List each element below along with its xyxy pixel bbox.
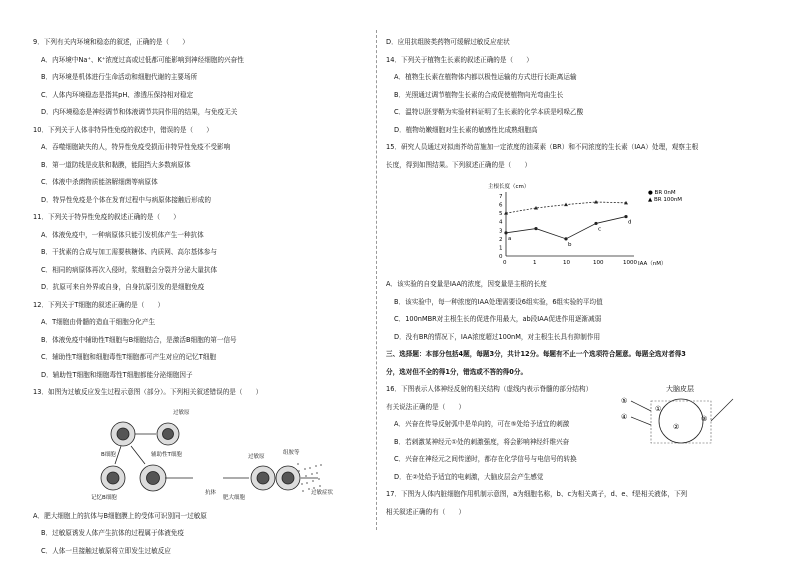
q12-line-3: C．辅助性T细胞和细胞毒性T细胞都可产生对应的记忆T细胞 xyxy=(41,353,216,361)
q15b-line-2: C．100nMBR对主根生长的促进作用最大，ab段IAA促进作用逐渐减弱 xyxy=(394,315,602,323)
point-label-a: a xyxy=(508,235,512,242)
q11-line-3: C．相同的病原体再次入侵时，浆细胞会分裂并分泌大量抗体 xyxy=(41,265,218,274)
q10-line-4: D．特异性免疫是个体在发育过程中与病原体接触后形成的 xyxy=(41,195,211,204)
q10-line-1: A．吞噬细胞缺失的人，特异性免疫受损而非特异性免疫不受影响 xyxy=(41,143,231,151)
q16-line-2: A．兴奋在传导反射弧中是单向的，可在⑤处给予适宜的刺激 xyxy=(394,420,570,428)
q11-line-1: A．体液免疫中，一种病原体只能引发机体产生一种抗体 xyxy=(41,230,204,239)
point-0-4 xyxy=(624,215,627,218)
y-tick-1: 6 xyxy=(499,202,503,209)
q10-line-2: B．第一道防线是皮肤和黏膜，能阻挡大多数病原体 xyxy=(41,160,191,169)
right-column xyxy=(386,38,762,525)
q14-line-4: D．植物幼嫩细胞对生长素的敏感性比成熟细胞高 xyxy=(394,125,538,134)
y-tick-0: 7 xyxy=(499,194,503,200)
x-tick-3: 100 xyxy=(593,260,604,266)
x-tick-0: 0 xyxy=(503,260,507,266)
x-tick-4: 1000 xyxy=(623,260,637,266)
nucleus-0 xyxy=(117,428,129,440)
q15b-line-0: A．该实验的自变量是IAA的浓度，因变量是主根的长度 xyxy=(386,280,547,288)
q9-line-2: B．内环境是机体进行生命活动和细胞代谢的主要场所 xyxy=(41,73,198,81)
q10-line-0: 10．下列关于人体非特异性免疫的叙述中，错误的是（ ） xyxy=(33,125,213,134)
y-tick-3: 4 xyxy=(499,219,503,226)
nerve-0 xyxy=(631,401,651,411)
q12-line-0: 12．下列关于T细胞的叙述正确的是（ ） xyxy=(33,300,165,309)
y-tick-7: 0 xyxy=(499,254,503,260)
symptom-label: 过敏症状 xyxy=(311,489,333,496)
y-tick-6: 1 xyxy=(499,245,503,252)
allergy-diagram xyxy=(33,406,333,502)
q13b-line-2: C．人体一旦接触过敏原将立即发生过敏反应 xyxy=(41,546,171,555)
marker-0: ⑤ xyxy=(621,397,628,405)
y-tick-2: 5 xyxy=(499,211,503,218)
point-0-3 xyxy=(594,222,597,225)
q14-line-3: C．温特以胚芽鞘为实验材料证明了生长素的化学本质是吲哚乙酸 xyxy=(394,108,584,116)
q12-line-2: B．体液免疫中辅助性T细胞与B细胞结合，是激活B细胞的第一信号 xyxy=(41,335,237,344)
point-label-d: d xyxy=(628,219,632,226)
figure-allergy xyxy=(33,406,368,506)
point-label-c: c xyxy=(598,226,602,233)
allergen-label: 过敏原 xyxy=(173,409,190,416)
cortex-label: 大脑皮层 xyxy=(666,385,694,393)
nerve-1 xyxy=(631,417,651,425)
nucleus-2 xyxy=(107,472,119,484)
arrow-2 xyxy=(131,446,145,464)
q14-line-2: B．光照通过调节植物生长素的合成促使植物向光弯曲生长 xyxy=(394,90,564,99)
column-divider xyxy=(376,30,377,530)
legend-1: ▲ BR 100nM xyxy=(648,197,683,203)
q16-line-1: 有关说法正确的是（ ） xyxy=(386,402,466,411)
sec3-line-0: 三、选择题：本部分包括4题，每题3分，共计12分。每题有不止一个选项符合题意。每题全选对者得3 xyxy=(386,350,686,358)
q11-line-4: D．抗原可来自外界或自身，自身抗原引发的是细胞免疫 xyxy=(41,283,205,291)
nucleus-5 xyxy=(282,472,294,484)
y-tick-5: 2 xyxy=(499,236,503,243)
marker-1: ④ xyxy=(621,413,628,421)
q14-line-0: 14．下列关于植物生长素的叙述正确的是（ ） xyxy=(386,55,533,64)
q16-line-3: B．若刺激某神经元①处的刺激强度，将会影响神经纤维兴奋 xyxy=(394,437,570,446)
x-tick-1: 1 xyxy=(533,260,537,266)
bcell-label: B细胞 xyxy=(101,451,116,458)
series-line-0 xyxy=(506,217,626,239)
arrow-1 xyxy=(115,446,121,464)
nerve-2 xyxy=(711,399,733,421)
nucleus-1 xyxy=(163,428,174,439)
q11-line-2: B．干扰素的合成与加工需要核糖体、内质网、高尔基体参与 xyxy=(41,248,217,256)
q16-line-5: D．在②处给予适宜的电刺激，大脑皮层会产生感觉 xyxy=(394,472,544,481)
marker-2: ① xyxy=(655,405,662,413)
q16-line-0: 16．下图表示人体神经反射的相关结构（虚线内表示脊髓的部分结构） xyxy=(386,385,593,393)
point-0-2 xyxy=(564,237,567,240)
point-1-2 xyxy=(564,203,568,207)
q11-line-0: 11．下列关于特异性免疫的叙述正确的是（ ） xyxy=(33,213,180,221)
q15b-line-3: D．没有BR的情况下，IAA浓度超过100nM，对主根生长具有抑制作用 xyxy=(394,332,601,341)
marker-3: ② xyxy=(673,423,680,431)
q13-line-0: 13．如图为过敏反应发生过程示意图（部分）。下列相关叙述错误的是（ ） xyxy=(33,388,263,396)
q9-line-3: C．人体内环境稳态是指其pH、渗透压保持相对稳定 xyxy=(41,90,194,99)
histamine-label: 组胺等 xyxy=(283,449,300,456)
q13d-line-0: D．应用抗组胺类药物可缓解过敏反应症状 xyxy=(386,38,510,46)
q9-line-4: D．内环境稳态是神经调节和体液调节共同作用的结果，与免疫无关 xyxy=(41,108,238,116)
figure-iaa-chart xyxy=(386,178,762,274)
allergen2-label: 过敏原 xyxy=(248,453,265,460)
q15-line-1: 长度，得到如图结果。下列叙述正确的是（ ） xyxy=(386,160,532,169)
point-0-0 xyxy=(504,231,507,234)
memory-label: 记忆B细胞 xyxy=(91,494,117,501)
point-0-1 xyxy=(534,227,537,230)
sec3-line-1: 分，选对但不全的得1分，错选或不答的得0分。 xyxy=(386,367,528,376)
histamine-dots xyxy=(297,463,322,492)
q12-line-1: A．T细胞由骨髓的造血干细胞分化产生 xyxy=(41,318,156,326)
marker-4: ③ xyxy=(701,415,708,423)
nucleus-4 xyxy=(257,472,269,484)
antibody-label: 抗体 xyxy=(205,489,217,496)
q16-line-4: C．兴奋在神经元之间传递时，都存在化学信号与电信号的转换 xyxy=(394,455,577,463)
x-axis-label: IAA（nM） xyxy=(638,261,667,267)
y-tick-4: 3 xyxy=(499,228,503,235)
reflex-diagram xyxy=(611,381,751,451)
q13b-line-0: A．肥大细胞上的抗体与B细胞膜上的受体可识别同一过敏原 xyxy=(33,511,207,520)
q15-line-0: 15．研究人员通过对拟南芥幼苗施加一定浓度的油菜素（BR）和不同浓度的生长素（IAA）处理，观察主根 xyxy=(386,143,699,151)
mast-label: 肥大细胞 xyxy=(223,494,246,501)
legend-0: ● BR 0nM xyxy=(648,190,676,196)
q16-block xyxy=(386,385,762,482)
q10-line-3: C．体液中杀菌物质能溶解细菌等病原体 xyxy=(41,178,158,186)
q12-line-4: D．辅助性T细胞和细胞毒性T细胞都能分泌细胞因子 xyxy=(41,370,193,379)
iaa-chart xyxy=(386,178,686,270)
point-label-b: b xyxy=(568,241,572,248)
q14-line-1: A．植物生长素在植物体内都以极性运输的方式进行长距离运输 xyxy=(394,73,577,81)
nucleus-3 xyxy=(147,471,160,484)
q13b-line-1: B．过敏原诱发人体产生抗体的过程属于体液免疫 xyxy=(41,529,184,537)
q15b-line-1: B．该实验中，每一种浓度的IAA处理需要设6组实验，6组实验的平均值 xyxy=(394,297,603,306)
q17-line-0: 17．下图为人体内脏细胞作用机制示意图，a为细胞名称，b、c为相关离子，d、e、f是相关液体，下列 xyxy=(386,490,688,498)
spinal-outline xyxy=(659,399,703,443)
x-tick-2: 10 xyxy=(563,260,570,266)
q9-line-1: A．内环境中Na⁺、K⁺浓度过高或过低都可能影响到神经细胞的兴奋性 xyxy=(41,55,244,64)
q17-line-1: 相关叙述正确的有（ ） xyxy=(386,507,466,516)
helper-label: 辅助性T细胞 xyxy=(151,451,182,458)
left-column xyxy=(33,38,368,564)
q9-line-0: 9．下列有关内环境和稳态的叙述，正确的是（ ） xyxy=(33,38,189,46)
y-axis-label: 主根长度（cm） xyxy=(488,184,530,190)
